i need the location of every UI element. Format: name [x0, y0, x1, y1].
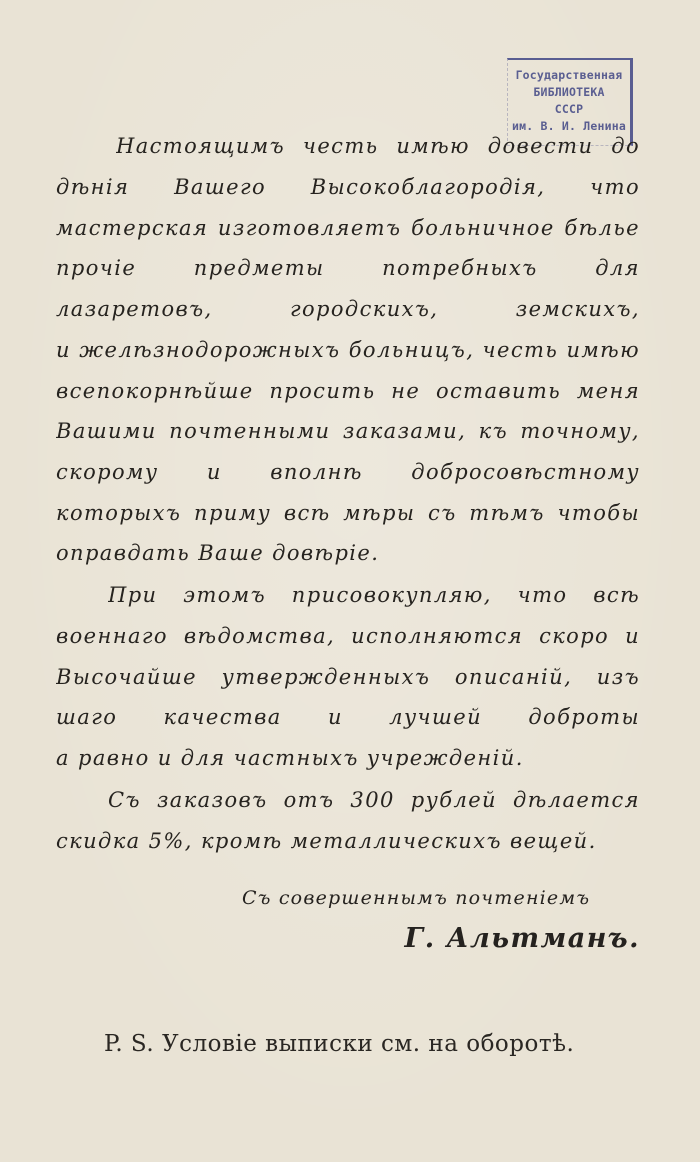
body-line: а равно и для частныхъ учрежденій. — [56, 746, 524, 770]
body-line: Съ заказовъ отъ 300 рублей дѣлается — [108, 788, 640, 812]
stamp-line: им. В. И. Ленина — [512, 119, 626, 133]
closing-salutation: Съ совершеннымъ почтеніемъ — [242, 887, 591, 909]
stamp-line: БИБЛИОТЕКА — [533, 85, 605, 99]
body-line: военнаго вѣдомства, исполняются скоро и — [56, 624, 640, 648]
body-line: Настоящимъ честь имѣю довести до — [116, 134, 640, 158]
body-line: всепокорнѣйше просить не оставить меня — [56, 379, 640, 403]
body-line: Вашими почтенными заказами, къ точному, — [56, 419, 640, 443]
signature: Г. Альтманъ. — [404, 923, 640, 954]
body-line: и желѣзнодорожныхъ больницъ, честь имѣю — [56, 338, 640, 362]
body-line: которыхъ приму всѣ мѣры съ тѣмъ чтобы — [56, 501, 640, 525]
body-line: Высочайше утвержденныхъ описаній, изъ — [56, 665, 640, 689]
body-line: дѣнія Вашего Высокоблагородія, что — [56, 175, 640, 199]
stamp-line: СССР — [554, 102, 584, 116]
body-line: оправдать Ваше довѣріе. — [56, 541, 380, 565]
body-line: прочіе предметы потребныхъ для — [56, 256, 640, 280]
stamp-line: Государственная — [515, 68, 623, 82]
body-line: скидка 5%, кромѣ металлическихъ вещей. — [56, 829, 597, 853]
body-line: скорому и вполнѣ добросовѣстному — [56, 460, 640, 484]
body-line: мастерская изготовляетъ больничное бѣлье — [56, 216, 640, 240]
body-line: При этомъ присовокупляю, что всѣ — [108, 583, 640, 607]
postscript: P. S. Условіе выписки см. на оборотѣ. — [104, 1031, 575, 1057]
body-line: шаго качества и лучшей доброты — [56, 705, 640, 729]
body-line: лазаретовъ, городскихъ, земскихъ, — [56, 297, 640, 321]
